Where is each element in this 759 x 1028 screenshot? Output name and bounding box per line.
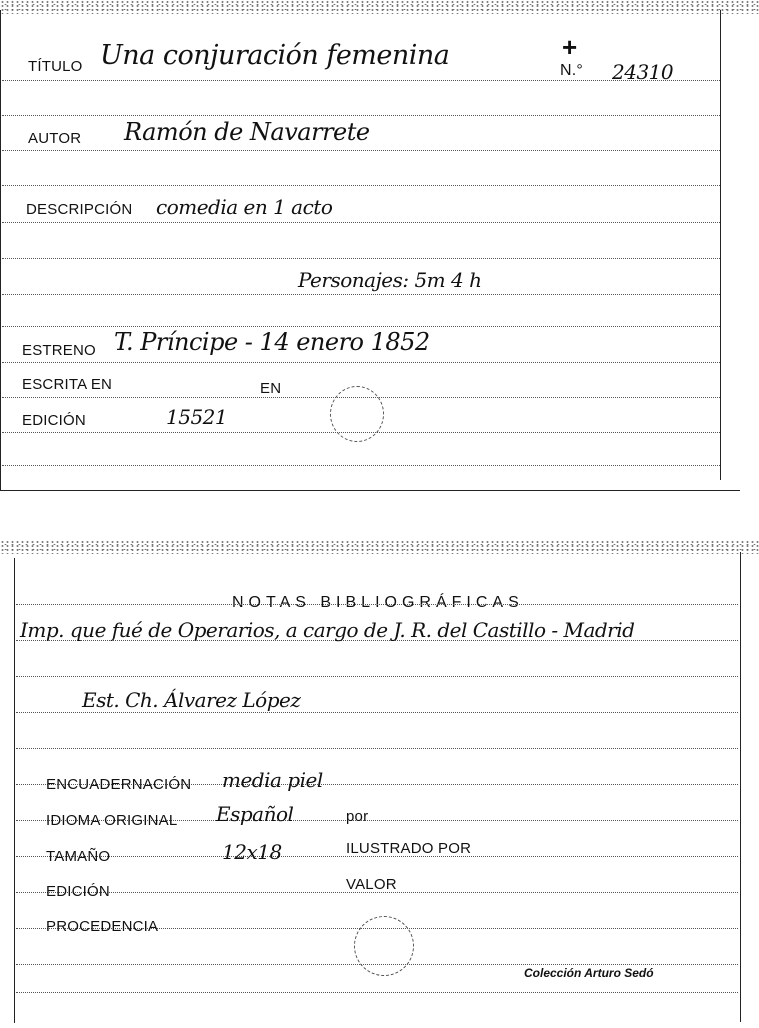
- titulo-value: Una conjuración femenina: [100, 40, 450, 71]
- edicion-value: 15521: [166, 405, 228, 429]
- ilustrado-label: ILUSTRADO POR: [346, 840, 472, 857]
- rule-line: [2, 294, 720, 295]
- descripcion-value: comedia en 1 acto: [156, 195, 333, 219]
- personajes-value: Personajes: 5m 4 h: [298, 268, 482, 292]
- rule-line: [2, 465, 720, 466]
- rule-line: [2, 115, 720, 116]
- card-top-edge: [0, 540, 759, 554]
- rule-line: [16, 712, 738, 713]
- estreno-value: T. Príncipe - 14 enero 1852: [114, 328, 430, 356]
- rule-line: [16, 676, 738, 677]
- por-label: por: [346, 808, 369, 825]
- left-edge: [14, 558, 15, 1023]
- rule-line: [2, 185, 720, 186]
- rule-line: [2, 362, 720, 363]
- en-label: EN: [260, 380, 282, 397]
- rule-line: [2, 150, 720, 151]
- rule-line: [2, 326, 720, 327]
- rule-line: [16, 604, 738, 605]
- valor-label: VALOR: [346, 876, 397, 893]
- numero-label: N.°: [560, 62, 583, 79]
- idioma-label: IDIOMA ORIGINAL: [46, 812, 178, 829]
- catalog-card-upper: [0, 0, 759, 495]
- notas-heading: NOTAS BIBLIOGRÁFICAS: [232, 594, 524, 611]
- encuadernacion-value: media piel: [222, 768, 323, 792]
- tamano-label: TAMAÑO: [46, 848, 111, 865]
- catalog-card-lower: [0, 540, 759, 1028]
- autor-label: AUTOR: [28, 130, 82, 147]
- escrita-label: ESCRITA EN: [22, 376, 113, 393]
- card-top-edge: [0, 0, 759, 14]
- right-edge: [720, 10, 721, 480]
- rule-line: [16, 748, 738, 749]
- cross-mark: +: [562, 32, 578, 62]
- autor-value: Ramón de Navarrete: [124, 118, 370, 146]
- descripcion-label: DESCRIPCIÓN: [26, 201, 133, 218]
- note-line-2: Est. Ch. Álvarez López: [82, 688, 301, 712]
- punch-hole: [330, 386, 384, 442]
- right-edge: [740, 552, 741, 1022]
- edicion-label: EDICIÓN: [46, 883, 110, 900]
- estreno-label: ESTRENO: [22, 342, 96, 359]
- left-edge: [0, 10, 1, 490]
- titulo-label: TÍTULO: [28, 58, 83, 75]
- idioma-value: Español: [216, 802, 294, 826]
- rule-line: [16, 992, 738, 993]
- card-bottom-edge: [0, 490, 740, 491]
- collection-footer: Colección Arturo Sedó: [524, 966, 654, 980]
- punch-hole: [354, 916, 414, 976]
- edicion-label: EDICIÓN: [22, 412, 86, 429]
- encuadernacion-label: ENCUADERNACIÓN: [46, 776, 192, 793]
- rule-line: [2, 258, 720, 259]
- tamano-value: 12x18: [222, 840, 282, 864]
- procedencia-label: PROCEDENCIA: [46, 918, 159, 935]
- note-line-1: Imp. que fué de Operarios, a cargo de J. R. del Castillo - Madrid: [20, 618, 635, 642]
- numero-value: 24310: [612, 60, 674, 84]
- rule-line: [2, 222, 720, 223]
